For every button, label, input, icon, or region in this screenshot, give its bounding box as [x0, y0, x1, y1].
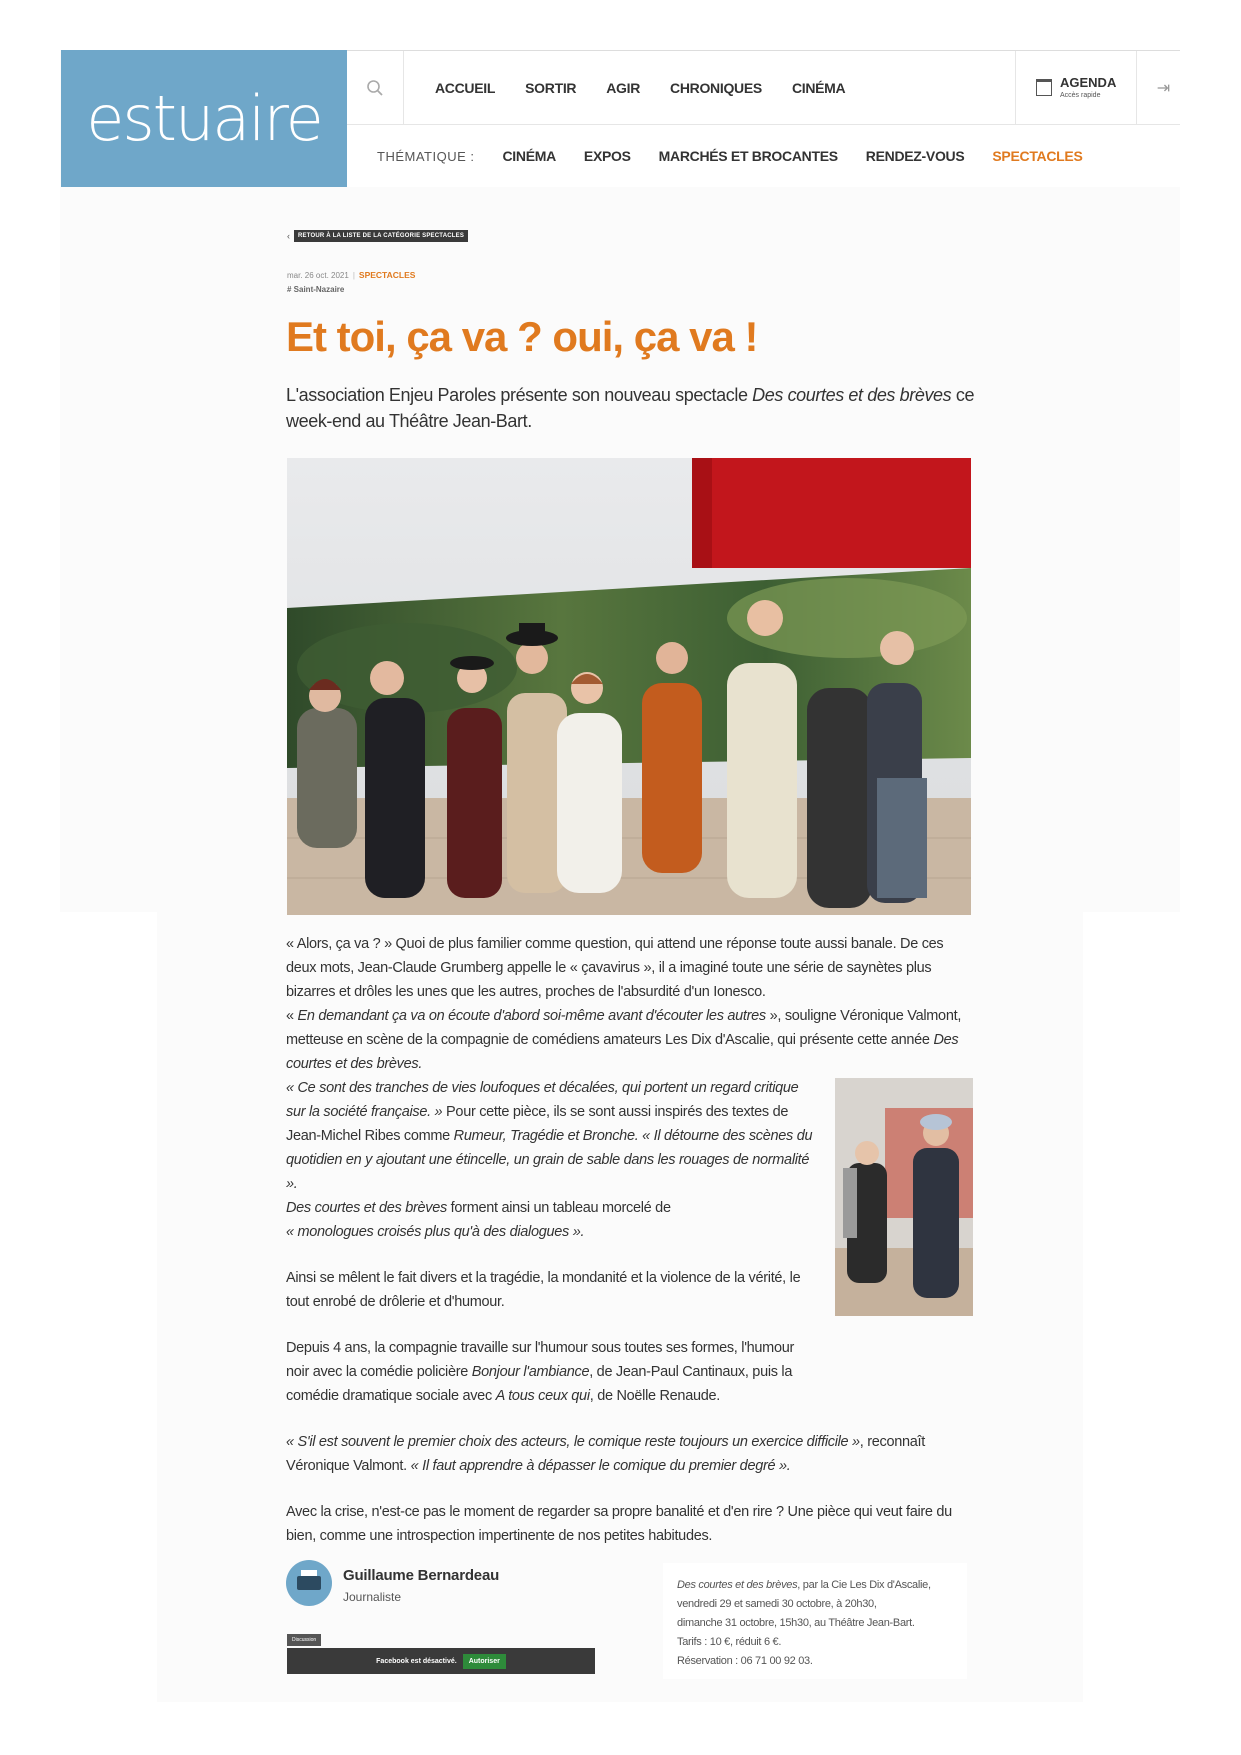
article-location-tag[interactable]: # Saint-Nazaire: [287, 285, 345, 294]
agenda-title: AGENDA: [1060, 75, 1117, 90]
paragraph-1: « Alors, ça va ? » Quoi de plus familier comme question, qui attend une réponse toute aussi banale. De ces deux mots, Jean-Claude Grumberg appelle le « çavavirus », il a imaginé toute une série de saynètes plus bizarres et drôles les unes que les autres, proches de l'absurdité d'un Ionesco. « En demandant ça va on écoute d'abord soi-même avant d'écouter les autres », souligne Véronique Valmont, metteuse en scène de la compagnie de comédiens amateurs Les Dix d'Ascalie, qui présente cette année Des courtes et des brèves.: [286, 936, 962, 1072]
facebook-allow-button[interactable]: Autoriser: [463, 1654, 506, 1669]
thematique-label: THÉMATIQUE :: [377, 148, 475, 164]
facebook-disabled-text: Facebook est désactivé.: [376, 1657, 457, 1665]
header-thematique-bar: [347, 125, 1180, 187]
article-inline-photo: [835, 1078, 973, 1316]
back-label: RETOUR À LA LISTE DE LA CATÉGORIE SPECTACLES: [294, 230, 468, 242]
login-arrow-icon[interactable]: ⇥: [1156, 79, 1171, 97]
site-logo[interactable]: [61, 50, 347, 187]
article-lead: L'association Enjeu Paroles présente son nouveau spectacle Des courtes et des brèves ce week-end au Théâtre Jean-Bart.: [286, 385, 975, 431]
agenda-subtitle: Accès rapide: [1060, 92, 1101, 99]
thematique-nav: [377, 125, 1082, 187]
paragraph-2: « Ce sont des tranches de vies loufoques et décalées, qui portent un regard critique sur la société française. » Pour cette pièce, ils se sont aussi inspirés des textes de Jean-Michel Ribes comme Rumeur, Tragédie et Bronche. « Il détourne des scènes du quotidien en y ajoutant une étincelle, un grain de sable dans les rouages de normalité ». Des courtes et des brèves forment ainsi un tableau morcelé de « monologues croisés plus qu'à des dialogues ».: [286, 1080, 813, 1240]
discussion-tab[interactable]: Discussion: [287, 1634, 321, 1646]
article-main-photo: [287, 458, 971, 915]
nav-them-spectacles[interactable]: SPECTACLES: [992, 148, 1083, 164]
calendar-icon: [1036, 79, 1052, 96]
logo-text: estuaire: [86, 82, 322, 155]
typewriter-icon: [297, 1576, 321, 1590]
nav-chroniques[interactable]: CHRONIQUES: [670, 79, 762, 96]
nav-cinema[interactable]: CINÉMA: [791, 79, 846, 96]
article-meta: mar. 26 oct. 2021 | SPECTACLES: [287, 270, 416, 280]
paragraph-3: Ainsi se mêlent le fait divers et la tragédie, la mondanité et la violence de la vérité, le tout enrobé de drôlerie et d'humour.: [286, 1270, 801, 1310]
event-info-box: Des courtes et des brèves, par la Cie Les Dix d'Ascalie, vendredi 29 et samedi 30 octobre, à 20h30, dimanche 31 octobre, 15h30, au Théâtre Jean-Bart. Tarifs : 10 €, réduit 6 €. Réservation : 06 71 00 92 03.: [663, 1563, 967, 1679]
author-name[interactable]: Guillaume Bernardeau: [343, 1567, 500, 1584]
article-date: mar. 26 oct. 2021: [287, 271, 349, 280]
author-role: Journaliste: [343, 1590, 402, 1604]
primary-nav: [435, 51, 845, 124]
facebook-comments-bar: [287, 1648, 595, 1674]
search-icon[interactable]: [347, 51, 404, 124]
nav-them-marches[interactable]: MARCHÉS ET BROCANTES: [658, 148, 838, 164]
nav-them-cinema[interactable]: CINÉMA: [502, 148, 556, 164]
paragraph-5: « S'il est souvent le premier choix des acteurs, le comique reste toujours un exercice difficile », reconnaît Véronique Valmont. « Il faut apprendre à dépasser le comique du premier degré ».: [286, 1434, 926, 1474]
paragraph-4: Depuis 4 ans, la compagnie travaille sur l'humour sous toutes ses formes, l'humour noir avec la comédie policière Bonjour l'ambiance, de Jean-Paul Cantinaux, puis la comédie dramatique sociale avec A tous ceux qui, de Noëlle Renaude.: [286, 1340, 795, 1404]
nav-them-rendez-vous[interactable]: RENDEZ-VOUS: [865, 148, 965, 164]
author-avatar[interactable]: [286, 1560, 332, 1606]
nav-sortir[interactable]: SORTIR: [525, 79, 577, 96]
nav-accueil[interactable]: ACCUEIL: [435, 79, 496, 96]
nav-agir[interactable]: AGIR: [606, 79, 641, 96]
nav-them-expos[interactable]: EXPOS: [583, 148, 631, 164]
article-title: Et toi, ça va ? oui, ça va !: [286, 313, 758, 360]
agenda-button[interactable]: [1015, 51, 1137, 124]
back-to-category-link[interactable]: [287, 230, 468, 242]
header-primary-bar: [347, 51, 1180, 125]
article-category[interactable]: SPECTACLES: [358, 270, 416, 280]
paragraph-6: Avec la crise, n'est-ce pas le moment de regarder sa propre banalité et d'en rire ? Une pièce qui veut faire du bien, comme une introspection impertinente de nos petites habitudes.: [286, 1504, 952, 1544]
chevron-left-icon: ‹: [287, 231, 290, 241]
